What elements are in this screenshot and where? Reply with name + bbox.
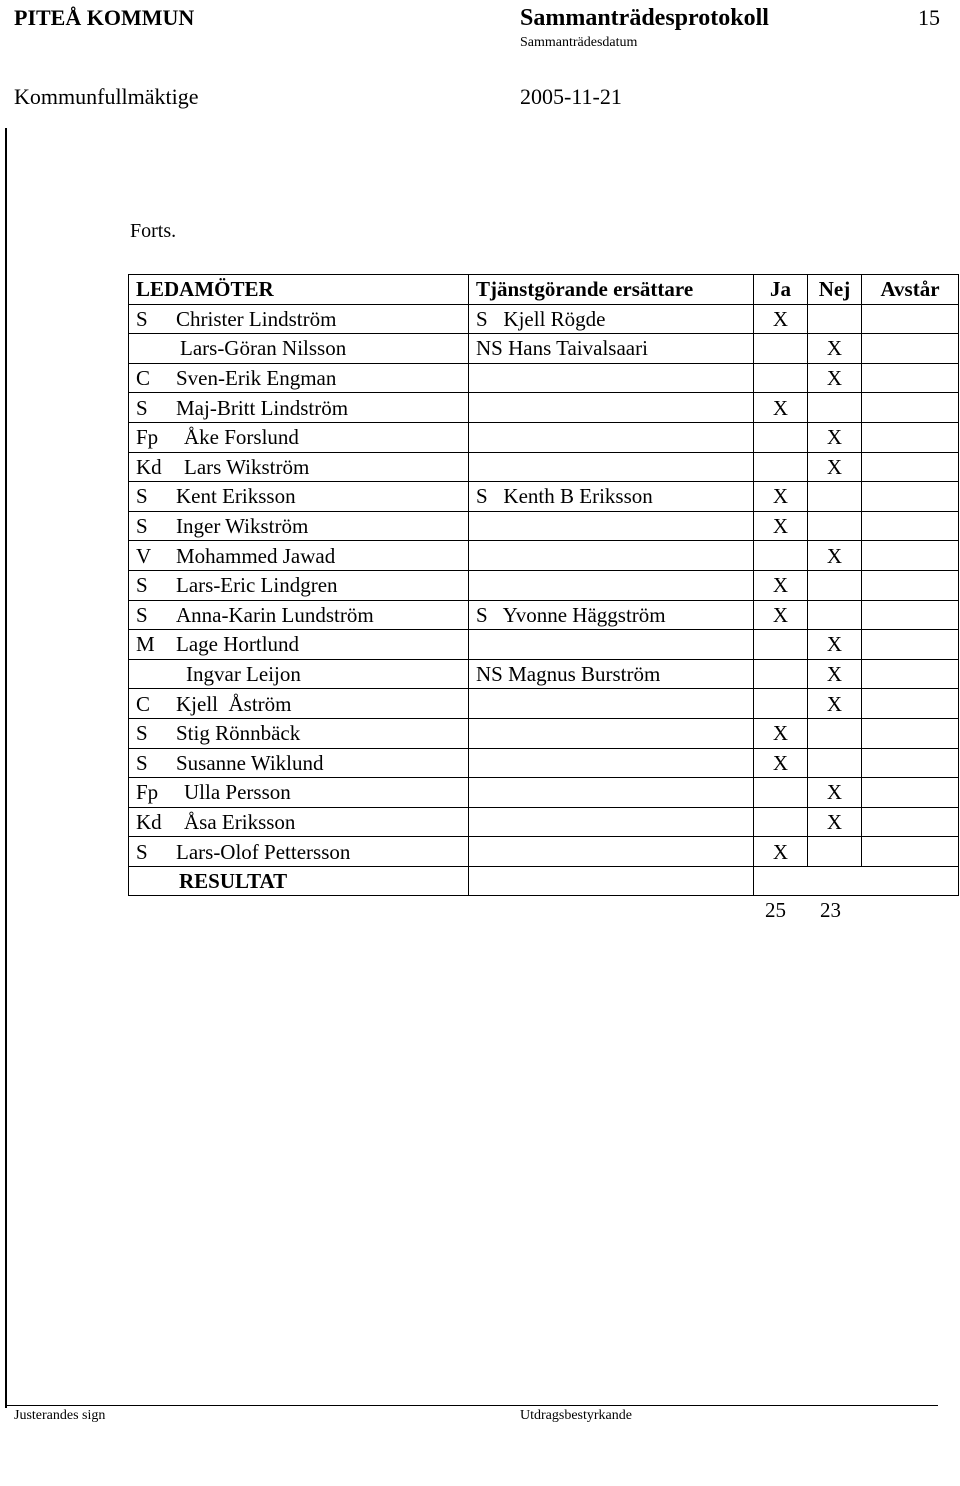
table-row — [129, 541, 959, 571]
member-name: Åsa Eriksson — [184, 809, 296, 834]
substitute-cell — [469, 541, 754, 571]
table-row — [129, 393, 959, 423]
party-code: S — [136, 484, 148, 509]
substitute-cell — [469, 837, 754, 867]
yes-mark — [754, 422, 808, 452]
result-label: RESULTAT — [129, 866, 469, 896]
yes-mark — [754, 334, 808, 364]
abstain-mark — [862, 452, 959, 482]
abstain-mark — [862, 837, 959, 867]
abstain-mark — [862, 422, 959, 452]
member-name: Stig Rönnbäck — [176, 721, 301, 746]
member-name: Mohammed Jawad — [176, 543, 336, 568]
no-mark: X — [808, 778, 862, 808]
yes-mark — [754, 659, 808, 689]
member-cell — [129, 452, 469, 482]
substitute-cell — [469, 778, 754, 808]
footer-divider — [5, 1405, 938, 1406]
party-code: Fp — [136, 780, 159, 805]
member-cell — [129, 363, 469, 393]
party-code: S — [136, 573, 148, 598]
yes-mark — [754, 363, 808, 393]
yes-mark — [754, 778, 808, 808]
member-cell — [129, 393, 469, 423]
party-code: C — [136, 366, 151, 391]
yes-mark: X — [754, 748, 808, 778]
yes-mark: X — [754, 718, 808, 748]
header-no: Nej — [808, 275, 862, 305]
member-name: Lars-Olof Pettersson — [176, 839, 351, 864]
yes-mark: X — [754, 600, 808, 630]
abstain-mark — [862, 570, 959, 600]
document-type: Sammanträdesprotokoll — [520, 5, 769, 31]
abstain-mark — [862, 630, 959, 660]
yes-mark: X — [754, 304, 808, 334]
abstain-mark — [862, 511, 959, 541]
table-row — [129, 422, 959, 452]
abstain-mark — [862, 393, 959, 423]
margin-line — [5, 128, 7, 1408]
substitute-cell: NS Magnus Burström — [469, 659, 754, 689]
abstain-mark — [862, 659, 959, 689]
no-mark: X — [808, 422, 862, 452]
member-cell — [129, 837, 469, 867]
party-code: S — [136, 602, 148, 627]
yes-mark: X — [754, 570, 808, 600]
no-mark — [808, 393, 862, 423]
no-mark — [808, 837, 862, 867]
table-row — [129, 482, 959, 512]
member-name: Lars-Göran Nilsson — [180, 336, 347, 361]
total-yes: 25 — [765, 898, 786, 922]
table-row — [129, 570, 959, 600]
party-code: Fp — [136, 425, 159, 450]
member-name: Anna-Karin Lundström — [176, 602, 374, 627]
member-cell — [129, 570, 469, 600]
yes-mark: X — [754, 511, 808, 541]
party-code: S — [136, 839, 148, 864]
no-mark — [808, 304, 862, 334]
table-row — [129, 452, 959, 482]
abstain-mark — [862, 482, 959, 512]
no-mark: X — [808, 541, 862, 571]
member-name: Susanne Wiklund — [176, 750, 324, 775]
substitute-cell: S Yvonne Häggström — [469, 600, 754, 630]
substitute-cell — [469, 630, 754, 660]
party-code: S — [136, 514, 148, 539]
member-name: Kjell Åström — [176, 691, 292, 716]
total-no: 23 — [820, 898, 841, 922]
party-code: S — [136, 306, 148, 331]
yes-mark — [754, 630, 808, 660]
table-row — [129, 718, 959, 748]
party-code: Kd — [136, 454, 162, 479]
abstain-mark — [862, 304, 959, 334]
member-cell — [129, 748, 469, 778]
abstain-mark — [862, 600, 959, 630]
member-name: Lage Hortlund — [176, 632, 300, 657]
party-code: V — [136, 543, 152, 568]
no-mark: X — [808, 659, 862, 689]
no-mark — [808, 718, 862, 748]
abstain-mark — [862, 778, 959, 808]
member-cell — [129, 482, 469, 512]
substitute-cell — [469, 511, 754, 541]
no-mark: X — [808, 363, 862, 393]
abstain-mark — [862, 541, 959, 571]
substitute-cell: S Kjell Rögde — [469, 304, 754, 334]
yes-mark — [754, 541, 808, 571]
member-name: Maj-Britt Lindström — [176, 395, 349, 420]
member-cell — [129, 304, 469, 334]
party-code: Kd — [136, 809, 162, 834]
member-cell — [129, 600, 469, 630]
result-span-cell — [469, 866, 754, 896]
result-marks-cell — [754, 866, 959, 896]
header-members: LEDAMÖTER — [129, 275, 469, 305]
no-mark: X — [808, 689, 862, 719]
party-code: S — [136, 721, 148, 746]
substitute-cell — [469, 748, 754, 778]
no-mark: X — [808, 630, 862, 660]
header-yes: Ja — [754, 275, 808, 305]
table-header-row — [129, 275, 959, 305]
council-body: Kommunfullmäktige — [14, 84, 199, 109]
table-row — [129, 659, 959, 689]
party-code: C — [136, 691, 151, 716]
member-name: Lars Wikström — [184, 454, 310, 479]
yes-mark — [754, 807, 808, 837]
member-name: Ingvar Leijon — [186, 662, 301, 687]
abstain-mark — [862, 334, 959, 364]
footer-certification-label: Utdragsbestyrkande — [520, 1408, 632, 1423]
member-cell — [129, 630, 469, 660]
header-abstain: Avstår — [862, 275, 959, 305]
yes-mark: X — [754, 837, 808, 867]
member-name: Inger Wikström — [176, 514, 309, 539]
date-label: Sammanträdesdatum — [520, 35, 638, 50]
table-row — [129, 600, 959, 630]
member-cell — [129, 718, 469, 748]
abstain-mark — [862, 807, 959, 837]
substitute-cell: S Kenth B Eriksson — [469, 482, 754, 512]
abstain-mark — [862, 363, 959, 393]
organization-name: PITEÅ KOMMUN — [14, 5, 195, 30]
no-mark: X — [808, 807, 862, 837]
party-code: S — [136, 395, 148, 420]
member-name: Lars-Eric Lindgren — [176, 573, 338, 598]
member-cell — [129, 778, 469, 808]
header-substitutes: Tjänstgörande ersättare — [469, 275, 754, 305]
table-row — [129, 689, 959, 719]
no-mark — [808, 600, 862, 630]
no-mark — [808, 748, 862, 778]
abstain-mark — [862, 718, 959, 748]
table-row — [129, 748, 959, 778]
table-row — [129, 334, 959, 364]
abstain-mark — [862, 689, 959, 719]
member-cell — [129, 659, 469, 689]
member-cell — [129, 807, 469, 837]
table-row — [129, 778, 959, 808]
yes-mark: X — [754, 482, 808, 512]
yes-mark — [754, 689, 808, 719]
substitute-cell — [469, 718, 754, 748]
substitute-cell — [469, 807, 754, 837]
vote-table — [128, 274, 959, 896]
no-mark: X — [808, 334, 862, 364]
continued-label: Forts. — [130, 220, 177, 242]
yes-mark: X — [754, 393, 808, 423]
party-code: M — [136, 632, 155, 657]
table-row — [129, 304, 959, 334]
no-mark — [808, 482, 862, 512]
page-number: 15 — [918, 5, 940, 30]
table-row — [129, 363, 959, 393]
table-row — [129, 630, 959, 660]
substitute-cell — [469, 393, 754, 423]
table-row — [129, 807, 959, 837]
no-mark: X — [808, 452, 862, 482]
member-name: Kent Eriksson — [176, 484, 296, 509]
result-row — [129, 866, 959, 896]
member-name: Ulla Persson — [184, 780, 291, 805]
member-name: Sven-Erik Engman — [176, 366, 337, 391]
yes-mark — [754, 452, 808, 482]
party-code: S — [136, 750, 148, 775]
substitute-cell — [469, 422, 754, 452]
member-name: Christer Lindström — [176, 306, 337, 331]
substitute-cell — [469, 689, 754, 719]
member-cell — [129, 511, 469, 541]
meeting-date: 2005-11-21 — [520, 84, 622, 109]
no-mark — [808, 570, 862, 600]
member-name: Åke Forslund — [184, 425, 299, 450]
no-mark — [808, 511, 862, 541]
substitute-cell — [469, 570, 754, 600]
member-cell — [129, 422, 469, 452]
footer-signature-label: Justerandes sign — [14, 1408, 106, 1423]
substitute-cell — [469, 452, 754, 482]
table-row — [129, 511, 959, 541]
member-cell — [129, 334, 469, 364]
member-cell — [129, 541, 469, 571]
member-cell — [129, 689, 469, 719]
substitute-cell: NS Hans Taivalsaari — [469, 334, 754, 364]
table-row — [129, 837, 959, 867]
substitute-cell — [469, 363, 754, 393]
abstain-mark — [862, 748, 959, 778]
